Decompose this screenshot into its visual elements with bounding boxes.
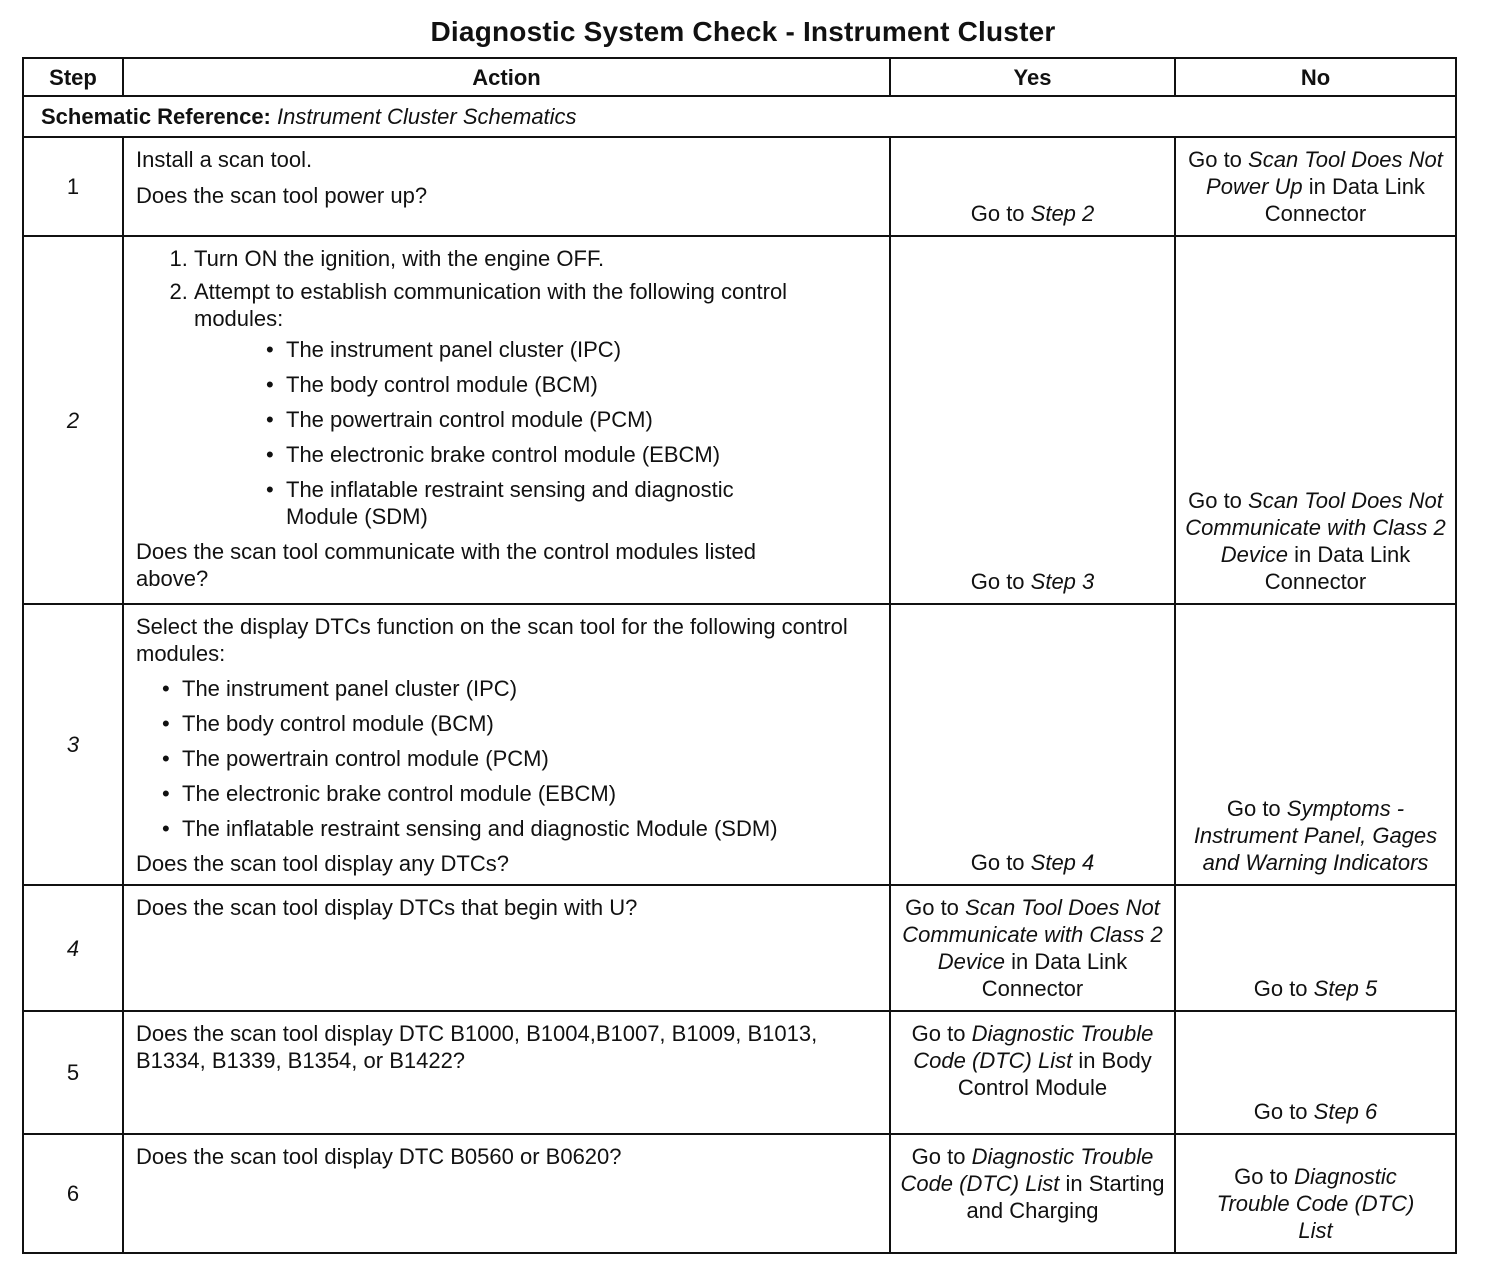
table-row [23, 236, 1456, 604]
step-number: 4 [23, 885, 123, 1011]
no-prefix: Go to [1253, 1099, 1314, 1124]
yes-suffix: in Data Link Connector [981, 949, 1128, 1001]
table-row [23, 137, 1456, 236]
action-question: Does the scan tool communicate with the control modules listed above? [136, 539, 756, 591]
page-title: Diagnostic System Check - Instrument Cluster [430, 16, 1056, 47]
yes-prefix: Go to [911, 1021, 972, 1046]
step-number: 1 [23, 137, 123, 236]
no-link[interactable]: Step 5 [1313, 976, 1378, 1001]
yes-cell [890, 1011, 1175, 1134]
module-list [136, 675, 879, 842]
no-suffix: in Data Link Connector [1264, 174, 1425, 226]
list-item [136, 815, 879, 842]
yes-link[interactable]: Scan Tool Does Not Communicate with Class 2 Device [902, 895, 1163, 974]
table-row [23, 885, 1456, 1011]
yes-prefix: Go to [911, 1144, 972, 1169]
list-item [136, 675, 879, 702]
module-name: The inflatable restraint sensing and diagnostic Module (SDM) [182, 816, 778, 841]
no-prefix: Go to [1188, 488, 1249, 513]
action-cell [123, 1011, 890, 1134]
action-cell [123, 137, 890, 236]
yes-prefix: Go to [905, 895, 966, 920]
yes-cell [890, 137, 1175, 236]
action-question: Does the scan tool display DTCs that begin with U? [136, 895, 638, 920]
no-link[interactable]: Symptoms - Instrument Panel, Gages and Warning Indicators [1193, 796, 1438, 875]
action-text: Select the display DTCs function on the scan tool for the following control modules: [136, 614, 848, 666]
no-cell [1175, 1134, 1456, 1253]
list-item [194, 441, 879, 468]
no-prefix: Go to [1234, 1164, 1295, 1189]
yes-cell [890, 236, 1175, 604]
action-question: Does the scan tool display DTC B1000, B1004,B1007, B1009, B1013, B1334, B1339, B1354, or B1422? [136, 1021, 818, 1073]
procedure-item [194, 278, 879, 530]
bullet-icon: • [162, 746, 170, 771]
no-link[interactable]: Scan Tool Does Not Power Up [1206, 147, 1443, 199]
bullet-icon: • [266, 337, 274, 362]
module-name: The body control module (BCM) [182, 711, 494, 736]
action-cell [123, 604, 890, 885]
schematic-reference [23, 96, 1456, 137]
module-name: The body control module (BCM) [286, 372, 598, 397]
bullet-icon: • [266, 477, 274, 502]
module-name: The electronic brake control module (EBCM) [286, 442, 721, 467]
step-number: 5 [23, 1011, 123, 1134]
yes-link[interactable]: Diagnostic Trouble Code (DTC) List [913, 1021, 1154, 1073]
module-name: The inflatable restraint sensing and diagnostic Module (SDM) [286, 477, 734, 529]
yes-link[interactable]: Step 3 [1030, 569, 1095, 594]
module-name: The powertrain control module (PCM) [182, 746, 549, 771]
module-name: The powertrain control module (PCM) [286, 407, 653, 432]
no-cell [1175, 604, 1456, 885]
schematic-value: Instrument Cluster Schematics [277, 104, 577, 129]
header-no: No [1175, 58, 1456, 96]
action-cell [123, 1134, 890, 1253]
step-number: 2 [23, 236, 123, 604]
list-item [194, 371, 879, 398]
table-row [23, 1134, 1456, 1253]
no-prefix: Go to [1253, 976, 1314, 1001]
yes-suffix: in Starting and Charging [966, 1171, 1165, 1223]
no-cell [1175, 137, 1456, 236]
no-link[interactable]: Step 6 [1313, 1099, 1378, 1124]
no-link[interactable]: Scan Tool Does Not Communicate with Class 2 Device [1185, 488, 1446, 567]
action-cell [123, 885, 890, 1011]
list-item [136, 745, 879, 772]
module-name: The instrument panel cluster (IPC) [286, 337, 622, 362]
yes-suffix: in Body Control Module [957, 1048, 1152, 1100]
yes-prefix: Go to [970, 201, 1031, 226]
table-row [23, 1011, 1456, 1134]
yes-cell [890, 1134, 1175, 1253]
yes-prefix: Go to [970, 569, 1031, 594]
header-action: Action [123, 58, 890, 96]
bullet-icon: • [162, 676, 170, 701]
bullet-icon: • [266, 442, 274, 467]
list-item [136, 710, 879, 737]
yes-prefix: Go to [970, 850, 1031, 875]
header-yes: Yes [890, 58, 1175, 96]
no-prefix: Go to [1188, 147, 1249, 172]
yes-link[interactable]: Step 2 [1030, 201, 1095, 226]
module-list [194, 336, 879, 530]
yes-link[interactable]: Diagnostic Trouble Code (DTC) List [900, 1144, 1154, 1196]
header-step: Step [23, 58, 123, 96]
list-item [194, 336, 879, 363]
list-item [194, 406, 879, 433]
action-question: Does the scan tool display DTC B0560 or B0620? [136, 1144, 622, 1169]
action-question: Does the scan tool power up? [136, 183, 428, 208]
no-link[interactable]: Diagnostic Trouble Code (DTC) List [1216, 1164, 1415, 1243]
module-name: The instrument panel cluster (IPC) [182, 676, 518, 701]
list-item [194, 476, 879, 530]
yes-link[interactable]: Step 4 [1030, 850, 1095, 875]
bullet-icon: • [162, 781, 170, 806]
diagnostic-table [22, 57, 1457, 1254]
module-name: The electronic brake control module (EBCM) [182, 781, 617, 806]
procedure-item: 1. Turn ON the ignition, with the engine OFF. [194, 245, 879, 272]
schematic-label: Schematic Reference: [41, 104, 271, 129]
yes-cell [890, 604, 1175, 885]
procedure-list [136, 245, 879, 530]
schematic-row [23, 96, 1456, 137]
no-cell [1175, 885, 1456, 1011]
no-suffix: in Data Link Connector [1264, 542, 1411, 594]
table-row [23, 604, 1456, 885]
step-number: 3 [23, 604, 123, 885]
no-cell [1175, 1011, 1456, 1134]
no-prefix: Go to [1226, 796, 1287, 821]
header-row [23, 58, 1456, 96]
bullet-icon: • [162, 711, 170, 736]
action-question: Does the scan tool display any DTCs? [136, 851, 509, 876]
step-number: 6 [23, 1134, 123, 1253]
procedure-item-text: Attempt to establish communication with the following control modules: [194, 279, 788, 331]
bullet-icon: • [266, 407, 274, 432]
action-text: Install a scan tool. [136, 147, 313, 172]
action-cell [123, 236, 890, 604]
bullet-icon: • [162, 816, 170, 841]
bullet-icon: • [266, 372, 274, 397]
list-item [136, 780, 879, 807]
yes-cell [890, 885, 1175, 1011]
no-cell [1175, 236, 1456, 604]
